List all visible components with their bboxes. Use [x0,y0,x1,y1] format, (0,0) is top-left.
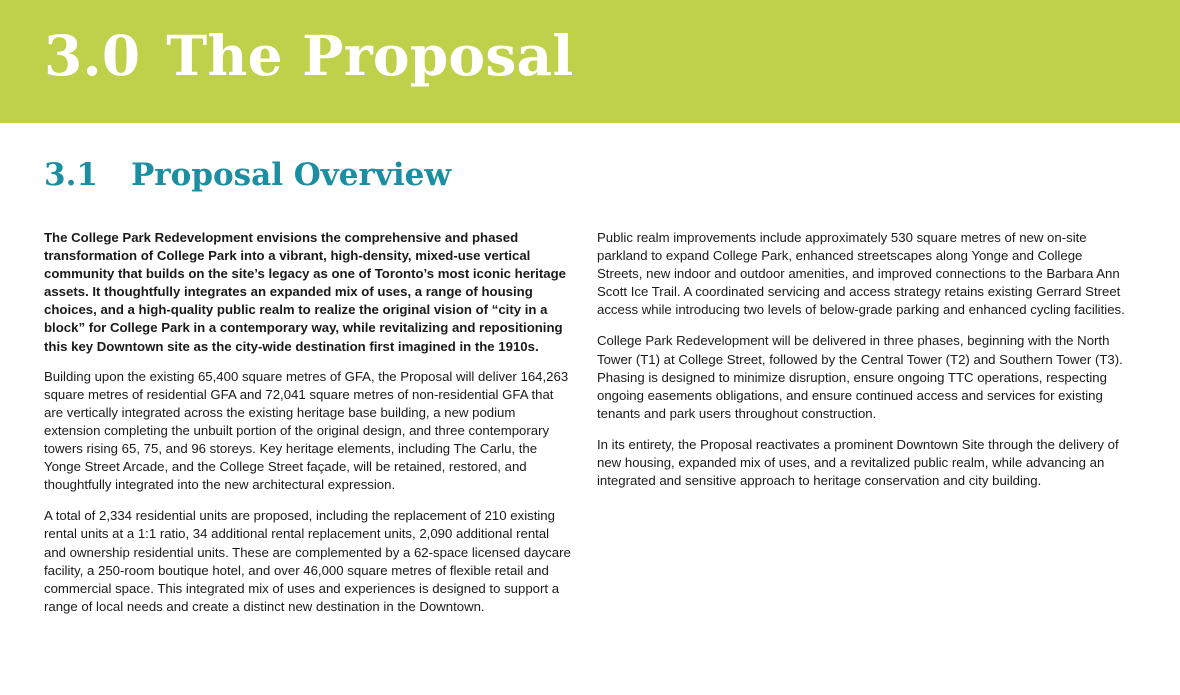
chapter-title [44,20,573,92]
chapter-number: 3.0 [44,23,141,88]
body-paragraph-gfa: Building upon the existing 65,400 square metres of GFA, the Proposal will deliver 164,263 square metres of residential GFA and 72,041 square metres of non-residential GFA that are vertically integrated across the existing heritage base building, a new podium extension completing the unbuilt portion of the original design, and three contemporary towers rising 65, 75, and 96 storeys. Key heritage elements, including The Carlu, the Yonge Street Arcade, and the College Street façade, will be retained, restored, and thoughtfully integrated into the new architectural expression. [44,368,569,493]
right-column [597,229,1129,503]
chapter-banner [0,0,1180,123]
section-title-text: Proposal Overview [131,157,452,193]
section-title [44,154,451,196]
body-paragraph-public-realm: Public realm improvements include approximately 530 square metres of new on-site parkland to expand College Park, enhanced streetscapes along Yonge and College Streets, new indoor and outdoor amenities, and improved connections to the Barbara Ann Scott Ice Trail. A coordinated servicing and access strategy retains existing Gerrard Street access while introducing two levels of below-grade parking and enhanced cycling facilities. [597,230,1125,318]
chapter-title-text: The Proposal [166,23,574,88]
body-paragraph-units: A total of 2,334 residential units are proposed, including the replacement of 210 existing rental units at a 1:1 ratio, 34 additional rental replacement units, 2,090 additional rental and ownership residential units. These are complemented by a 62-space licensed daycare facility, a 250-room boutique hotel, and over 46,000 square metres of flexible retail and commercial space. This integrated mix of uses and experiences is designed to support a range of local needs and create a distinct new destination in the Downtown. [44,508,571,614]
lead-paragraph: The College Park Redevelopment envisions the comprehensive and phased transformation of College Park into a vibrant, high-density, mixed-use vertical community that builds on the site’s legacy as one of Toronto’s most iconic heritage assets. It thoughtfully integrates an expanded mix of uses, a range of housing choices, and a high-quality public realm to realize the original vision of “city in a block” for College Park in a contemporary way, while revitalizing and repositioning this key Downtown site as the city-wide destination first imagined in the 1910s. [44,230,566,354]
body-paragraph-summary: In its entirety, the Proposal reactivates a prominent Downtown Site through the delivery of new housing, expanded mix of uses, and a revitalized public realm, while advancing an integrated and sensitive approach to heritage conservation and city building. [597,436,1119,489]
body-paragraph-phasing: College Park Redevelopment will be delivered in three phases, beginning with the North Tower (T1) at College Street, followed by the Central Tower (T2) and Southern Tower (T3). Phasing is designed to minimize disruption, ensure ongoing TTC operations, respecting ongoing easements obligations, and ensure continued access and services for existing tenants and park users throughout construction. [597,333,1123,421]
left-column [44,229,571,629]
section-number: 3.1 [44,157,98,193]
